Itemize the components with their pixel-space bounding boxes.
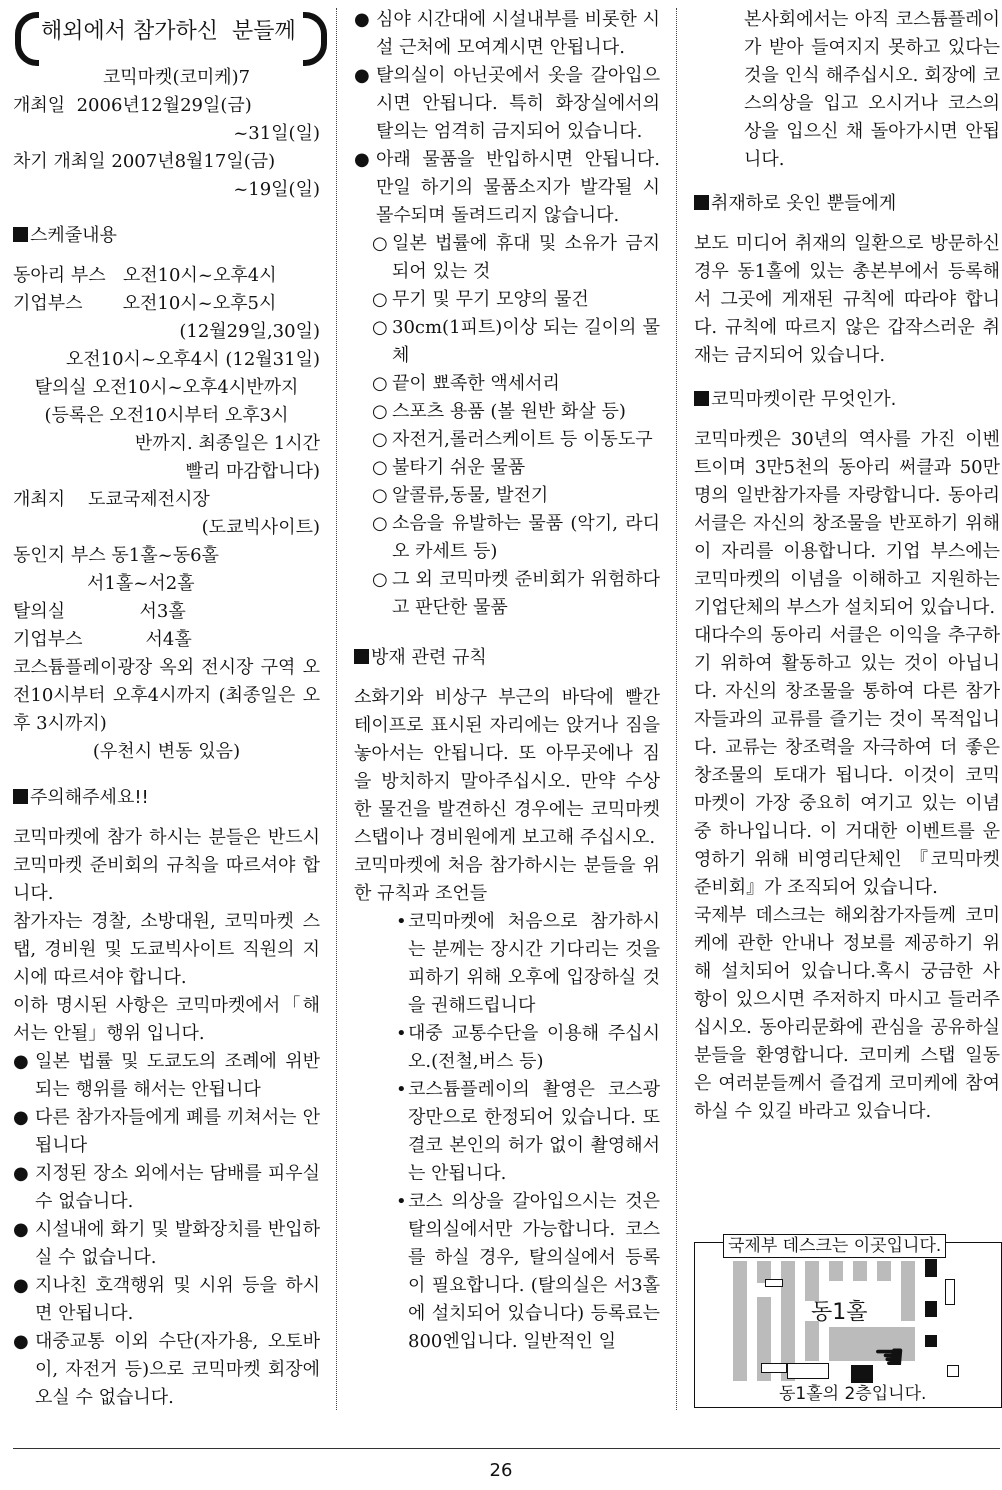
dot-bullet-icon: • [396,1191,407,1212]
circle-bullet-icon: ○ [372,233,388,254]
booth-row [805,1321,819,1361]
hall-label: 동1홀 [811,1300,868,1325]
schedule-line: (12월29일,30일) [179,321,320,342]
bullet-icon: ● [13,1275,29,1296]
list-item: ● 대중교통 이외 수단(자가용, 오토바이, 자전거 등)으로 코믹마켓 회장에 오실 수 없습니다. [13,1328,320,1412]
list-item: ○ 소음을 유발하는 물품 (악기, 라디오 카세트 등) [372,510,660,566]
schedule-line: (등록은 오전10시부터 오후3시 [44,405,289,426]
list-item: ○ 무기 및 무기 모양의 물건 [372,286,660,314]
list-item: ● 심야 시간대에 시설내부를 비롯한 시설 근처에 모여계시면 안됩니다. [354,6,660,62]
circle-bullet-icon: ○ [372,513,388,534]
schedule-line: 오전10시~오후4시 (12월31일) [65,349,320,370]
circle-bullet-icon: ○ [372,401,388,422]
list-item: ○ 그 외 코믹마켓 준비회가 위험하다고 판단한 물품 [372,566,660,622]
paragraph: 보도 미디어 취재의 일환으로 방문하신 경우 동1홀에 있는 총본부에서 등록해서 그곳에 게재된 규칙에 따라야 합니다. 규칙에 따르지 않은 갑작스러운 취재는 금지되어 있습니다. [694,233,1000,366]
booth-row [901,1261,915,1321]
list-item: •코믹마켓에 처음으로 참가하시는 분께는 장시간 기다리는 것을 피하기 위해 오후에 입장하실 것을 권해드립니다 [396,908,660,1020]
bullet-icon: ● [13,1051,29,1072]
list-item: •코스 의상을 갈아입으시는 것은 탈의실에서만 가능합니다. 코스를 하실 경우, 탈의실에서 등록이 필요합니다. (탈의실은 서3홀에 설치되어 있습니다) 등록료는 800엔입니다. 일반적인 일 [396,1188,660,1356]
desk-location-map [694,1236,1002,1408]
section-heading: 코믹마켓이란 무엇인가. [694,386,1000,414]
list-item: ○ 불타기 쉬운 물품 [372,454,660,482]
circle-bullet-icon: ○ [372,289,388,310]
list-item: ● 지나친 호객행위 및 시위 등을 하시면 안됩니다. [13,1272,320,1328]
circle-bullet-icon: ○ [372,429,388,450]
schedule-line: 서1홀~서2홀 [87,573,195,594]
list-item: ○ 자전거,롤러스케이트 등 이동도구 [372,426,660,454]
paragraph: 코믹마켓은 30년의 역사를 가진 이벤트이며 3만5천의 동아리 써클과 50만명의 일반참가자를 자랑합니다. 동아리 서클은 자신의 창조물을 반포하기 위해 이 자리를 이용합니다. 기업 부스에는 코믹마켓의 이념을 이해하고 지원하는 기업단체의 부스가 설치되어 있습니다. [694,429,1000,618]
schedule-line: 기업부스 서4홀 [13,629,192,650]
schedule-line: (도쿄빅사이트) [201,517,320,538]
square-bullet-icon [694,195,709,210]
square-bullet-icon [13,227,28,242]
column-divider [676,8,677,1410]
list-item: ○ 알콜류,동물, 발전기 [372,482,660,510]
schedule-line: 탈의실 서3홀 [13,601,186,622]
circle-bullet-icon: ○ [372,373,388,394]
list-item: •코스튬플레이의 촬영은 코스광장만으로 한정되어 있습니다. 또 결코 본인의 허가 없이 촬영해서는 안됩니다. [396,1076,660,1188]
list-item: ○ 끝이 뾰족한 액세서리 [372,370,660,398]
pointing-hand-icon: ☚ [873,1337,906,1378]
booth-black [925,1301,937,1317]
date-line: 차기 개최일 2007년8월17일(금) [13,151,276,172]
column-1 [13,6,320,1412]
list-item: ○ 일본 법률에 휴대 및 소유가 금지되어 있는 것 [372,230,660,286]
footer-rule [13,1448,1000,1449]
event-name: 코믹마켓(코미케)7 [102,67,251,88]
paragraph: 코믹마켓에 처음 참가하시는 분들을 위한 규칙과 조언들 [354,855,660,904]
section-heading: 취재하로 옷인 뿐들에게 [694,190,1000,218]
list-item: ● 일본 법률 및 도쿄도의 조례에 위반되는 행위를 해서는 안됩니다 [13,1048,320,1104]
dot-bullet-icon: • [396,1079,407,1100]
schedule-line: 코스튬플레이광장 옥외 전시장 구역 오전10시부터 오후4시까지 (최종일은 오후 3시까지) [13,657,320,734]
dot-bullet-icon: • [396,1023,407,1044]
paragraph: 코믹마켓에 참가 하시는 분들은 반드시 코믹마켓 준비회의 규칙을 따르셔야 합니다. [13,827,320,904]
schedule-line: 빨리 마감합니다) [185,461,320,482]
square-bullet-icon [354,649,369,664]
paragraph: 참가자는 경찰, 소방대원, 코믹마켓 스탭, 경비원 및 도쿄빅사이트 직원의 지시에 따르셔야 합니다. [13,911,320,988]
booth-row [829,1261,843,1281]
paragraph: 이하 명시된 사항은 코믹마켓에서「해서는 안될」행위 입니다. [13,995,320,1044]
schedule-line: 동인지 부스 동1홀~동6홀 [13,545,219,566]
paragraph: 대다수의 동아리 서클은 이익을 추구하기 위하여 활동하고 있는 것이 아닙니다. 자신의 창조물을 통하여 다른 참가자들과의 교류를 즐기는 것이 목적입니다. 교류는 창조력을 자극하여 더 좋은 창조물의 토대가 됩니다. 이것이 코믹마켓이 가장 중요히 여기고 있는 이념 중 하나입니다. 이 거대한 이벤트를 운영하기 위해 비영리단체인 『코믹마켓 준비회』가 조직되어 있습니다. [694,625,1000,898]
map-object [765,1279,783,1287]
schedule-line: 개최지 도쿄국제전시장 [13,489,210,510]
booth-black [925,1335,937,1347]
dot-bullet-icon: • [396,911,407,932]
bullet-icon: ● [354,9,370,30]
list-item: ● 시설내에 화기 및 발화장치를 반입하실 수 없습니다. [13,1216,320,1272]
list-item: ○ 30cm(1피트)이상 되는 길이의 물체 [372,314,660,370]
map-object [761,1363,787,1373]
date-line: 개최일 2006년12월29일(금) [13,95,252,116]
date-line: ~19일(일) [233,179,320,200]
column-3 [694,6,1000,1126]
column-divider [336,8,337,1410]
booth-black [925,1259,937,1277]
column-2 [354,6,660,1356]
schedule-line: 탈의실 오전10시~오후4시반까지 [34,377,299,398]
right-bracket-icon [303,12,327,66]
page-number: 26 [489,1460,513,1481]
map-caption: 동1홀의 2층입니다. [779,1384,927,1404]
circle-bullet-icon: ○ [372,485,388,506]
section-heading: 스케줄내용 [13,222,320,250]
booth-row [853,1261,867,1281]
booth-row [877,1261,891,1281]
circle-bullet-icon: ○ [372,569,388,590]
map-object [787,1363,829,1379]
list-item: •대중 교통수단을 이용해 주십시오.(전철,버스 등) [396,1020,660,1076]
square-bullet-icon [694,391,709,406]
paragraph: 본사회에서는 아직 코스튬플레이가 받아 들여지지 못하고 있다는 것을 인식 해주십시오. 회장에 코스의상을 입고 오시거나 코스의상을 입으신 채 돌아가시면 안됩니다. [744,9,1000,170]
list-item: ○ 스포츠 용품 (볼 원반 화살 등) [372,398,660,426]
square-bullet-icon [13,789,28,804]
schedule-line: 기업부스 오전10시~오후5시 [13,293,277,314]
bullet-icon: ● [354,149,370,170]
circle-bullet-icon: ○ [372,457,388,478]
map-title: 국제부 데스크는 이곳입니다. [723,1234,946,1258]
bullet-icon: ● [13,1163,29,1184]
schedule-line: (우천시 변동 있음) [92,741,241,762]
list-item: ● 아래 물품을 반입하시면 안됩니다. 만일 하기의 물품소지가 발각될 시 몰수되며 돌려드리지 않습니다. [354,146,660,230]
bullet-icon: ● [354,65,370,86]
paragraph: 국제부 데스크는 해외참가자들께 코미케에 관한 안내나 정보를 제공하기 위해 설치되어 있습니다.혹시 궁금한 사항이 있으시면 주저하지 마시고 들러주십시오. 동아리문화에 관심을 공유하실 분들을 환영합니다. 코미케 스탭 일동은 여러분들께서 즐겁게 코미케에 참여하실 수 있길 바라고 있습니다. [694,905,1000,1122]
map-object [945,1279,955,1305]
bullet-icon: ● [13,1219,29,1240]
date-line: ~31일(일) [233,123,320,144]
page-title-box [13,6,320,58]
left-bracket-icon [15,12,39,66]
paragraph: 소화기와 비상구 부근의 바닥에 빨간 테이프로 표시된 자리에는 앉거나 짐을 놓아서는 안됩니다. 또 아무곳에나 짐을 방치하지 말아주십시오. 만약 수상한 물건을 발견하신 경우에는 코믹마켓 스탭이나 경비원에게 보고해 주십시오. [354,687,660,848]
schedule-line: 반까지. 최종일은 1시간 [134,433,320,454]
section-heading: 방재 관련 규칙 [354,644,660,672]
schedule-line: 동아리 부스 오전10시~오후4시 [13,265,277,286]
booth-row [733,1261,747,1381]
list-item: ● 탈의실이 아닌곳에서 옷을 갈아입으시면 안됩니다. 특히 화장실에서의 탈의는 엄격히 금지되어 있습니다. [354,62,660,146]
bullet-icon: ● [13,1331,29,1352]
map-object [947,1365,959,1377]
circle-bullet-icon: ○ [372,317,388,338]
section-heading: 주의해주세요!! [13,784,320,812]
page-title: 해외에서 참가하신 분들께 [41,19,296,44]
list-item: ● 다른 참가자들에게 폐를 끼쳐서는 안됩니다 [13,1104,320,1160]
list-item: ● 지정된 장소 외에서는 담배를 피우실 수 없습니다. [13,1160,320,1216]
bullet-icon: ● [13,1107,29,1128]
